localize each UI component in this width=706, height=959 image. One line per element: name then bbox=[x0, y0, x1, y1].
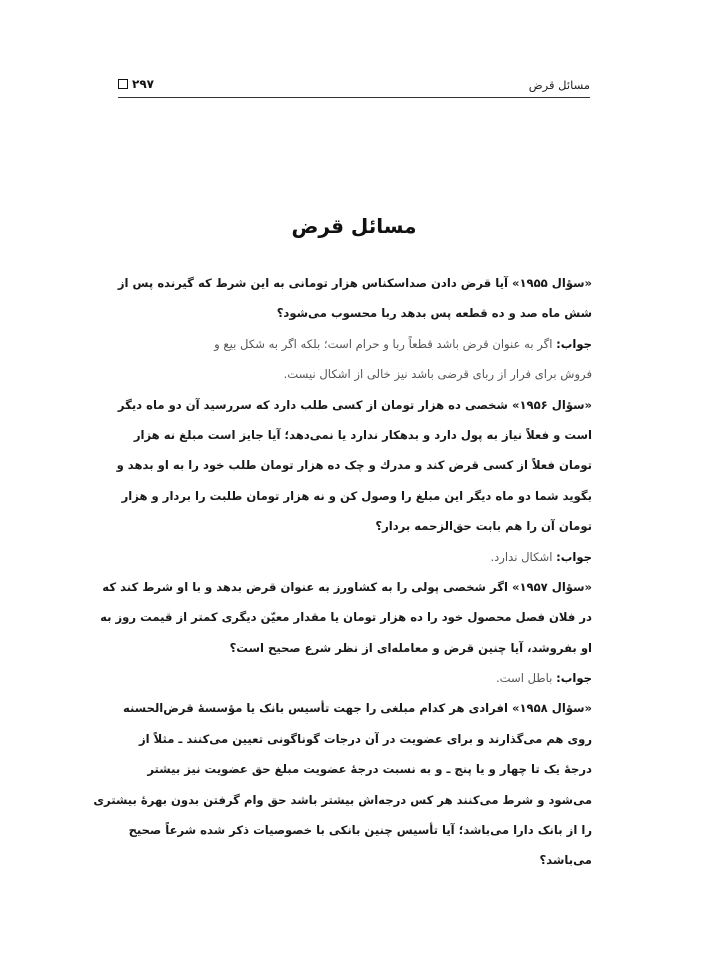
question-line bbox=[116, 298, 592, 328]
answer-label: جواب: bbox=[556, 336, 592, 351]
line-text: اشکال ندارد. bbox=[490, 549, 557, 564]
line-text: «سؤال ۱۹۵۸» افرادی هر کدام مبلغی را جهت تأسیس بانک یا مؤسسهٔ قرض‌الحسنه bbox=[123, 701, 592, 716]
line-text: روی هم می‌گذارند و برای عضویت در آن درجات گوناگونی تعیین می‌کنند ـ مثلاً از bbox=[138, 731, 592, 746]
line-text: او بفروشد، آیا چنین قرض و معامله‌ای از نظر شرع صحیح است؟ bbox=[229, 640, 592, 655]
question-line bbox=[93, 785, 592, 815]
answer-line bbox=[116, 542, 592, 572]
answer-line bbox=[116, 663, 592, 693]
line-text: در فلان فصل محصول خود را ده هزار تومان یا مقدار معیّن دیگری کمتر از قیمت روز به bbox=[100, 610, 592, 625]
question-line bbox=[116, 481, 592, 511]
question-line bbox=[116, 815, 592, 845]
question-line bbox=[116, 511, 592, 541]
header-divider bbox=[118, 97, 590, 98]
line-text: می‌باشد؟ bbox=[539, 853, 592, 868]
line-text: باطل است. bbox=[495, 671, 557, 686]
line-text: «سؤال ۱۹۵۷» اگر شخصی پولی را به کشاورز به عنوان قرض بدهد و با او شرط کند که bbox=[102, 579, 592, 594]
answer-label: جواب: bbox=[556, 671, 592, 686]
header-title: مسائل قرض bbox=[528, 78, 590, 92]
line-text: است و فعلاً نیاز به پول دارد و بدهکار ندارد یا نمی‌دهد؛ آیا جایز است مبلغ نه هزار bbox=[133, 427, 592, 442]
question-line bbox=[116, 633, 592, 663]
line-text: اگر به عنوان قرض باشد قطعاً ربا و حرام است؛ بلکه اگر به شکل بیع و bbox=[214, 336, 557, 351]
line-text: فروش برای فرار از ربای قرضی باشد نیز خالی از اشکال نیست. bbox=[283, 367, 592, 382]
line-text: می‌شود و شرط می‌کنند هر کس درجه‌اش بیشتر باشد حق وام گرفتن بدون بهرهٔ بیشتری bbox=[93, 792, 592, 807]
question-line bbox=[100, 602, 592, 632]
square-icon bbox=[118, 79, 128, 89]
line-text: تومان فعلاً از کسی قرض کند و مدرك و چک ده هزار تومان طلب خود را به او بدهد و bbox=[116, 458, 592, 473]
answer-label: جواب: bbox=[556, 549, 592, 564]
page-number bbox=[118, 77, 154, 91]
line-text: بگوید شما دو ماه دیگر این مبلغ را وصول کن و نه هزار تومان طلبت را بردار و هزار bbox=[121, 488, 592, 503]
question-line bbox=[116, 693, 592, 723]
question-line bbox=[116, 450, 592, 480]
question-line bbox=[116, 724, 592, 754]
line-text: «سؤال ۱۹۵۵» آیا قرض دادن صداسکناس هزار تومانی به این شرط که گیرنده پس از bbox=[117, 276, 592, 290]
answer-line bbox=[116, 359, 592, 389]
page-title: مسائل قرض bbox=[291, 214, 417, 238]
answer-line bbox=[116, 329, 592, 359]
question-line bbox=[102, 572, 592, 602]
running-header bbox=[118, 78, 590, 96]
line-text: درجهٔ یک تا چهار و یا پنج ـ و به نسبت درجهٔ عضویت مبلغ حق عضویت نیز بیشتر bbox=[147, 762, 592, 777]
line-text: تومان آن را هم بابت حق‌الزحمه بردار؟ bbox=[375, 519, 592, 534]
question-line bbox=[116, 420, 592, 450]
line-text: «سؤال ۱۹۵۶» شخصی ده هزار تومان از کسی طلب دارد که سررسید آن دو ماه دیگر bbox=[117, 397, 592, 412]
line-text: شش ماه صد و ده قطعه پس بدهد ربا محسوب می‌شود؟ bbox=[276, 306, 592, 321]
question-line bbox=[116, 390, 592, 420]
line-text: را از بانک دارا می‌باشد؛ آیا تأسیس چنین بانکی با خصوصیات ذکر شده شرعاً صحیح bbox=[128, 823, 592, 838]
question-line bbox=[116, 754, 592, 784]
page-number-text: ۲۹۷ bbox=[132, 77, 154, 91]
question-line bbox=[116, 268, 592, 298]
body-text bbox=[93, 268, 592, 876]
question-line bbox=[116, 845, 592, 875]
